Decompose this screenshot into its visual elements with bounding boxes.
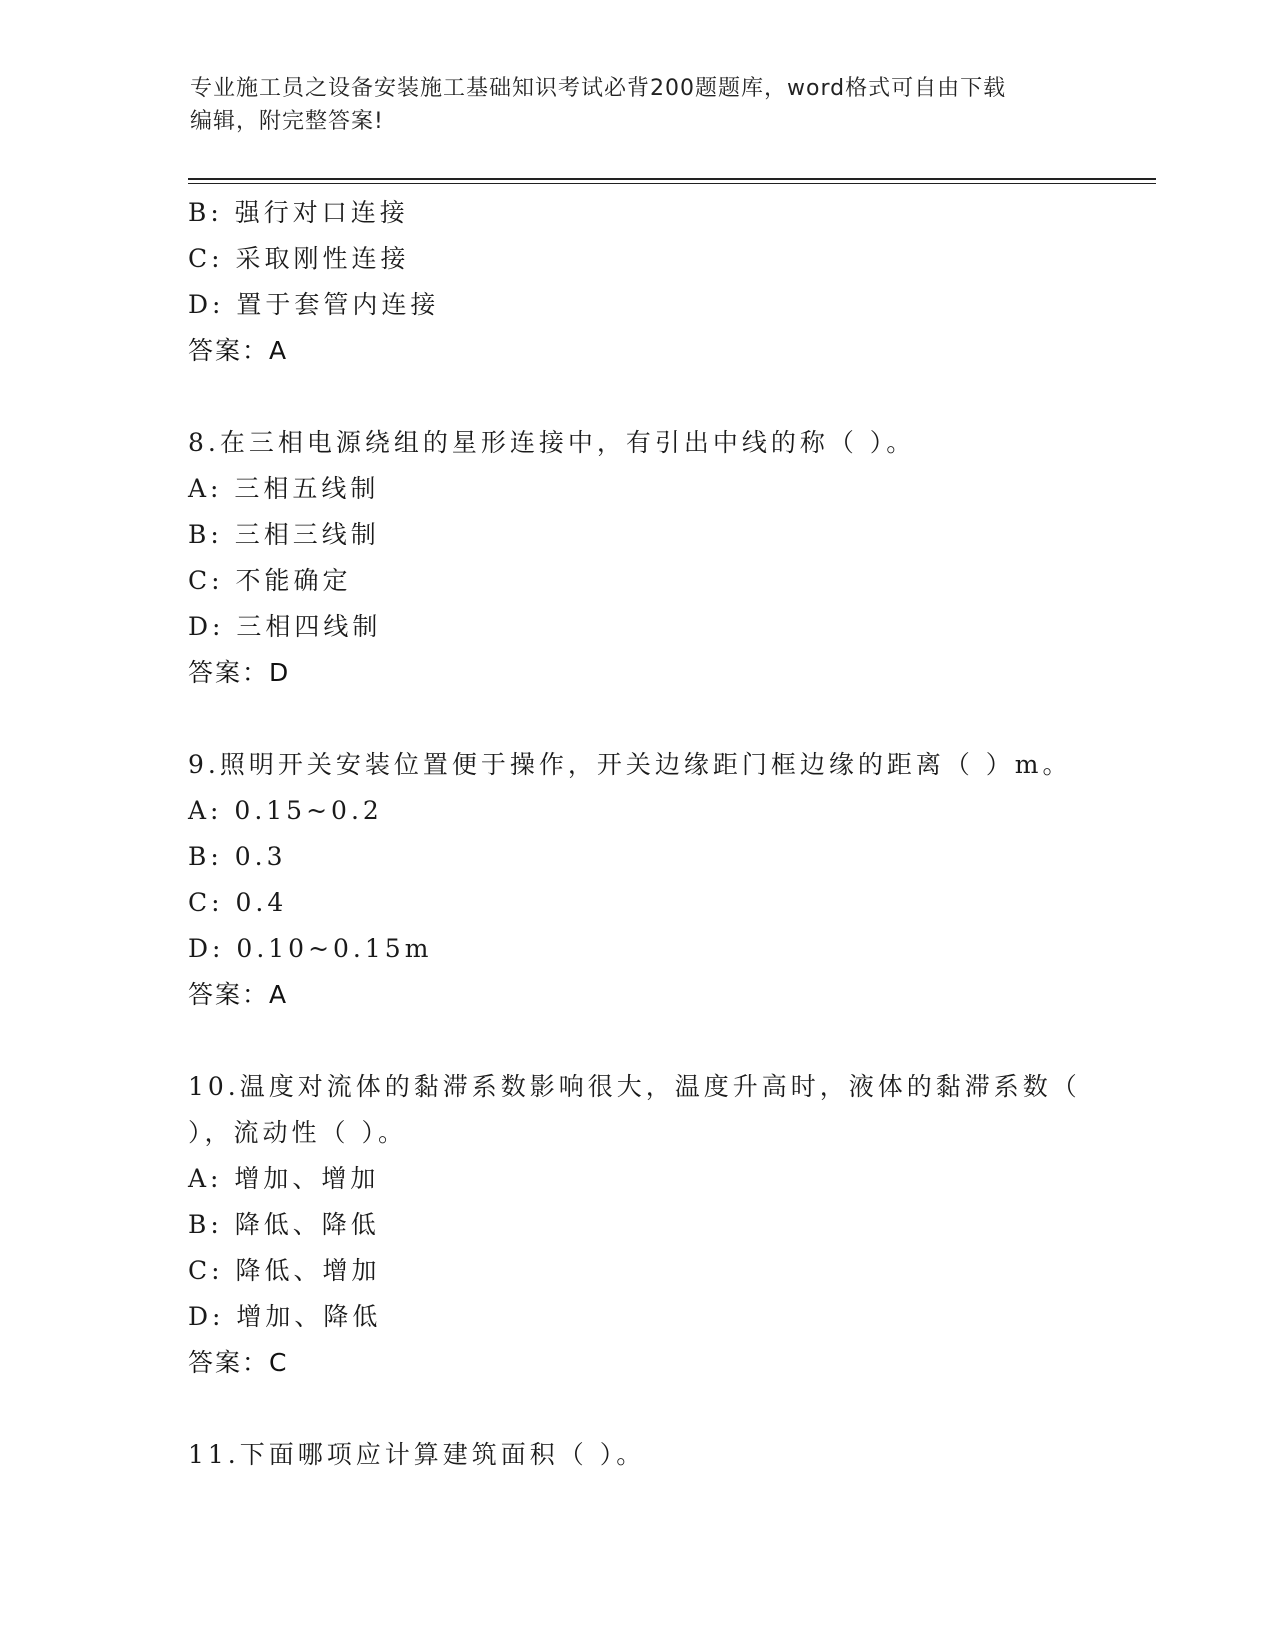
question-text: 11.下面哪项应计算建筑面积（ ）。 [188, 1440, 646, 1469]
option-c: C: 降低、增加 [188, 1256, 381, 1285]
question-text-line-1: 10.温度对流体的黏滞系数影响很大，温度升高时，液体的黏滞系数（ [188, 1072, 1081, 1101]
question-text: 9.照明开关安装位置便于操作，开关边缘距门框边缘的距离（ ）m。 [188, 750, 1072, 779]
option-a: A: 三相五线制 [188, 474, 380, 503]
option-d: D: 置于套管内连接 [188, 290, 440, 319]
option-b: B: 强行对口连接 [188, 198, 409, 227]
spacer [188, 1386, 1088, 1432]
question-9 [188, 742, 1088, 1018]
spacer [188, 374, 1088, 420]
option-b: B: 0.3 [188, 842, 287, 871]
header-rule-thin [188, 183, 1156, 184]
spacer [188, 1018, 1088, 1064]
header-rule-thick [188, 178, 1156, 180]
option-d: D: 增加、降低 [188, 1302, 382, 1331]
option-d: D: 0.10~0.15m [188, 934, 433, 963]
answer: 答案：C [188, 1348, 289, 1377]
option-c: C: 采取刚性连接 [188, 244, 410, 273]
option-b: B: 降低、降低 [188, 1210, 380, 1239]
question-11 [188, 1432, 1088, 1478]
answer: 答案：A [188, 336, 289, 365]
question-text-line-2: ），流动性（ ）。 [188, 1118, 407, 1147]
option-a: A: 0.15~0.2 [188, 796, 383, 825]
option-a: A: 增加、增加 [188, 1164, 380, 1193]
question-text: 8.在三相电源绕组的星形连接中，有引出中线的称（ ）。 [188, 428, 916, 457]
answer: 答案：D [188, 658, 291, 687]
option-d: D: 三相四线制 [188, 612, 382, 641]
question-10 [188, 1064, 1088, 1386]
option-c: C: 0.4 [188, 888, 288, 917]
document-header [190, 72, 1080, 138]
option-b: B: 三相三线制 [188, 520, 380, 549]
question-7-continued [188, 190, 1088, 374]
spacer [188, 696, 1088, 742]
question-8 [188, 420, 1088, 696]
header-title-line-2: 编辑，附完整答案! [190, 109, 384, 134]
answer: 答案：A [188, 980, 289, 1009]
option-c: C: 不能确定 [188, 566, 352, 595]
document-body [188, 190, 1088, 1478]
header-title-line-1: 专业施工员之设备安装施工基础知识考试必背200题题库，word格式可自由下载 [190, 76, 1007, 101]
